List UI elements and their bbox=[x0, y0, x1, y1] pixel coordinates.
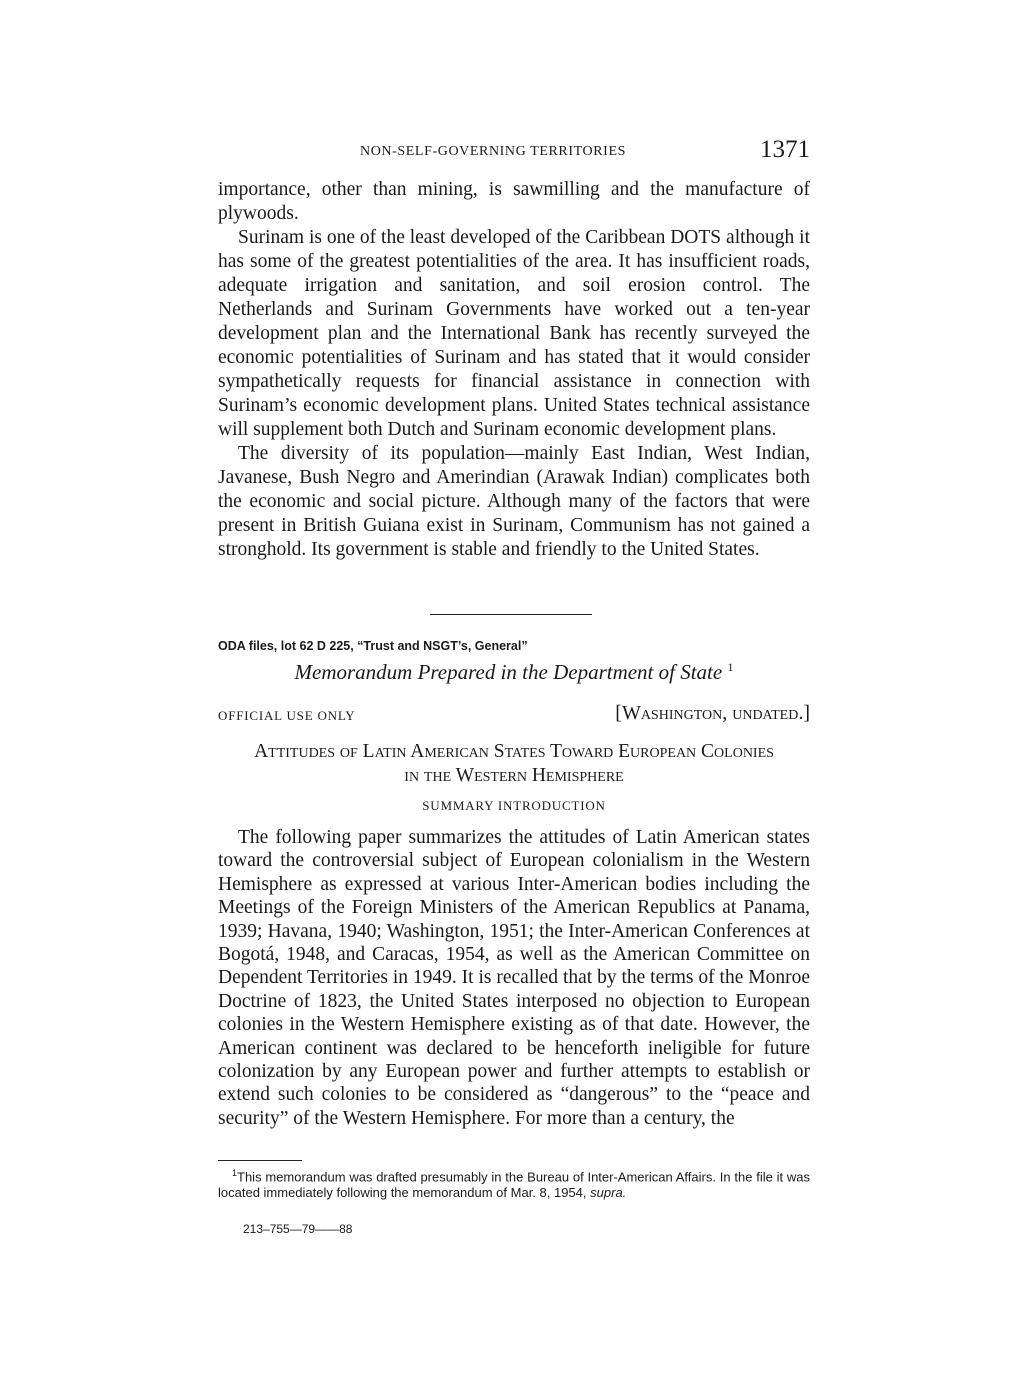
classification-label: OFFICIAL USE ONLY bbox=[218, 708, 356, 723]
paragraph: The diversity of its population—mainly East Indian, West Indian, Javanese, Bush Negro and Amerindian (Arawak Indian) complicates both the economic and social picture. Although many of the factors that were present in British Guiana exist in Surinam, Communism has not gained a stronghold. Its government is stable and friendly to the United States. bbox=[218, 443, 810, 560]
memo-body bbox=[218, 826, 810, 1130]
source-note: ODA files, lot 62 D 225, “Trust and NSGT’s, General” bbox=[218, 639, 528, 653]
footnote bbox=[218, 1166, 810, 1200]
continued-text bbox=[218, 178, 810, 562]
paragraph: importance, other than mining, is sawmilling and the manufacture of plywoods. bbox=[218, 179, 810, 224]
subject-line: in the Western Hemisphere bbox=[404, 765, 624, 786]
page-number: 1371 bbox=[760, 136, 810, 163]
print-code: 213–755—79——88 bbox=[243, 1222, 353, 1236]
footnote-text: This memorandum was drafted presumably in the Bureau of Inter-American Affairs. In the file it was located immediately following the memorandum of Mar. 8, 1954, bbox=[218, 1169, 810, 1200]
dateline: [Washington, undated.] bbox=[615, 702, 810, 724]
footnote-paragraph bbox=[218, 1166, 810, 1200]
section-heading: SUMMARY INTRODUCTION bbox=[422, 798, 606, 813]
subject-line: Attitudes of Latin American States Toward European Colonies bbox=[254, 741, 774, 762]
memo-title-text: Memorandum Prepared in the Department of State bbox=[294, 660, 723, 684]
paragraph: The following paper summarizes the attitudes of Latin American states toward the controversial subject of European colonialism in the Western Hemisphere as expressed at various Inter-American bodies including the Meetings of the Foreign Ministers of the American Republics at Panama, 1939; Havana, 1940; Washington, 1951; the Inter-American Conferences at Bogotá, 1948, and Caracas, 1954, as well as the American Committee on Dependent Territories in 1949. It is recalled that by the terms of the Monroe Doctrine of 1823, the United States interposed no objection to European colonies in the Western Hemisphere existing as of that date. However, the American continent was declared to be henceforth ineligible for future colonization by any European power and further attempts to establish or extend such colonies to be considered as “dangerous” to the “peace and security” of the Western Hemisphere. For more than a century, the bbox=[218, 827, 810, 1129]
paragraph: Surinam is one of the least developed of the Caribbean DOTS although it has some of the greatest potentialities of the area. It has insufficient roads, adequate irrigation and sanitation, and soil erosion control. The Netherlands and Surinam Governments have worked out a ten-year development plan and the International Bank has recently surveyed the economic potentialities of Surinam and has stated that it would consider sympathetically requests for financial assistance in connection with Surinam’s economic development plans. United States technical assistance will supplement both Dutch and Surinam economic development plans. bbox=[218, 227, 810, 440]
running-head: NON-SELF-GOVERNING TERRITORIES bbox=[360, 144, 626, 159]
page-header bbox=[218, 136, 810, 170]
memo-title bbox=[218, 660, 810, 685]
footnote-italic: supra. bbox=[590, 1184, 627, 1200]
section-divider bbox=[430, 614, 592, 615]
document-subject bbox=[218, 740, 810, 788]
footnote-marker: 1 bbox=[232, 1168, 238, 1178]
footnote-rule bbox=[218, 1160, 302, 1161]
footnote-marker: 1 bbox=[727, 660, 734, 674]
